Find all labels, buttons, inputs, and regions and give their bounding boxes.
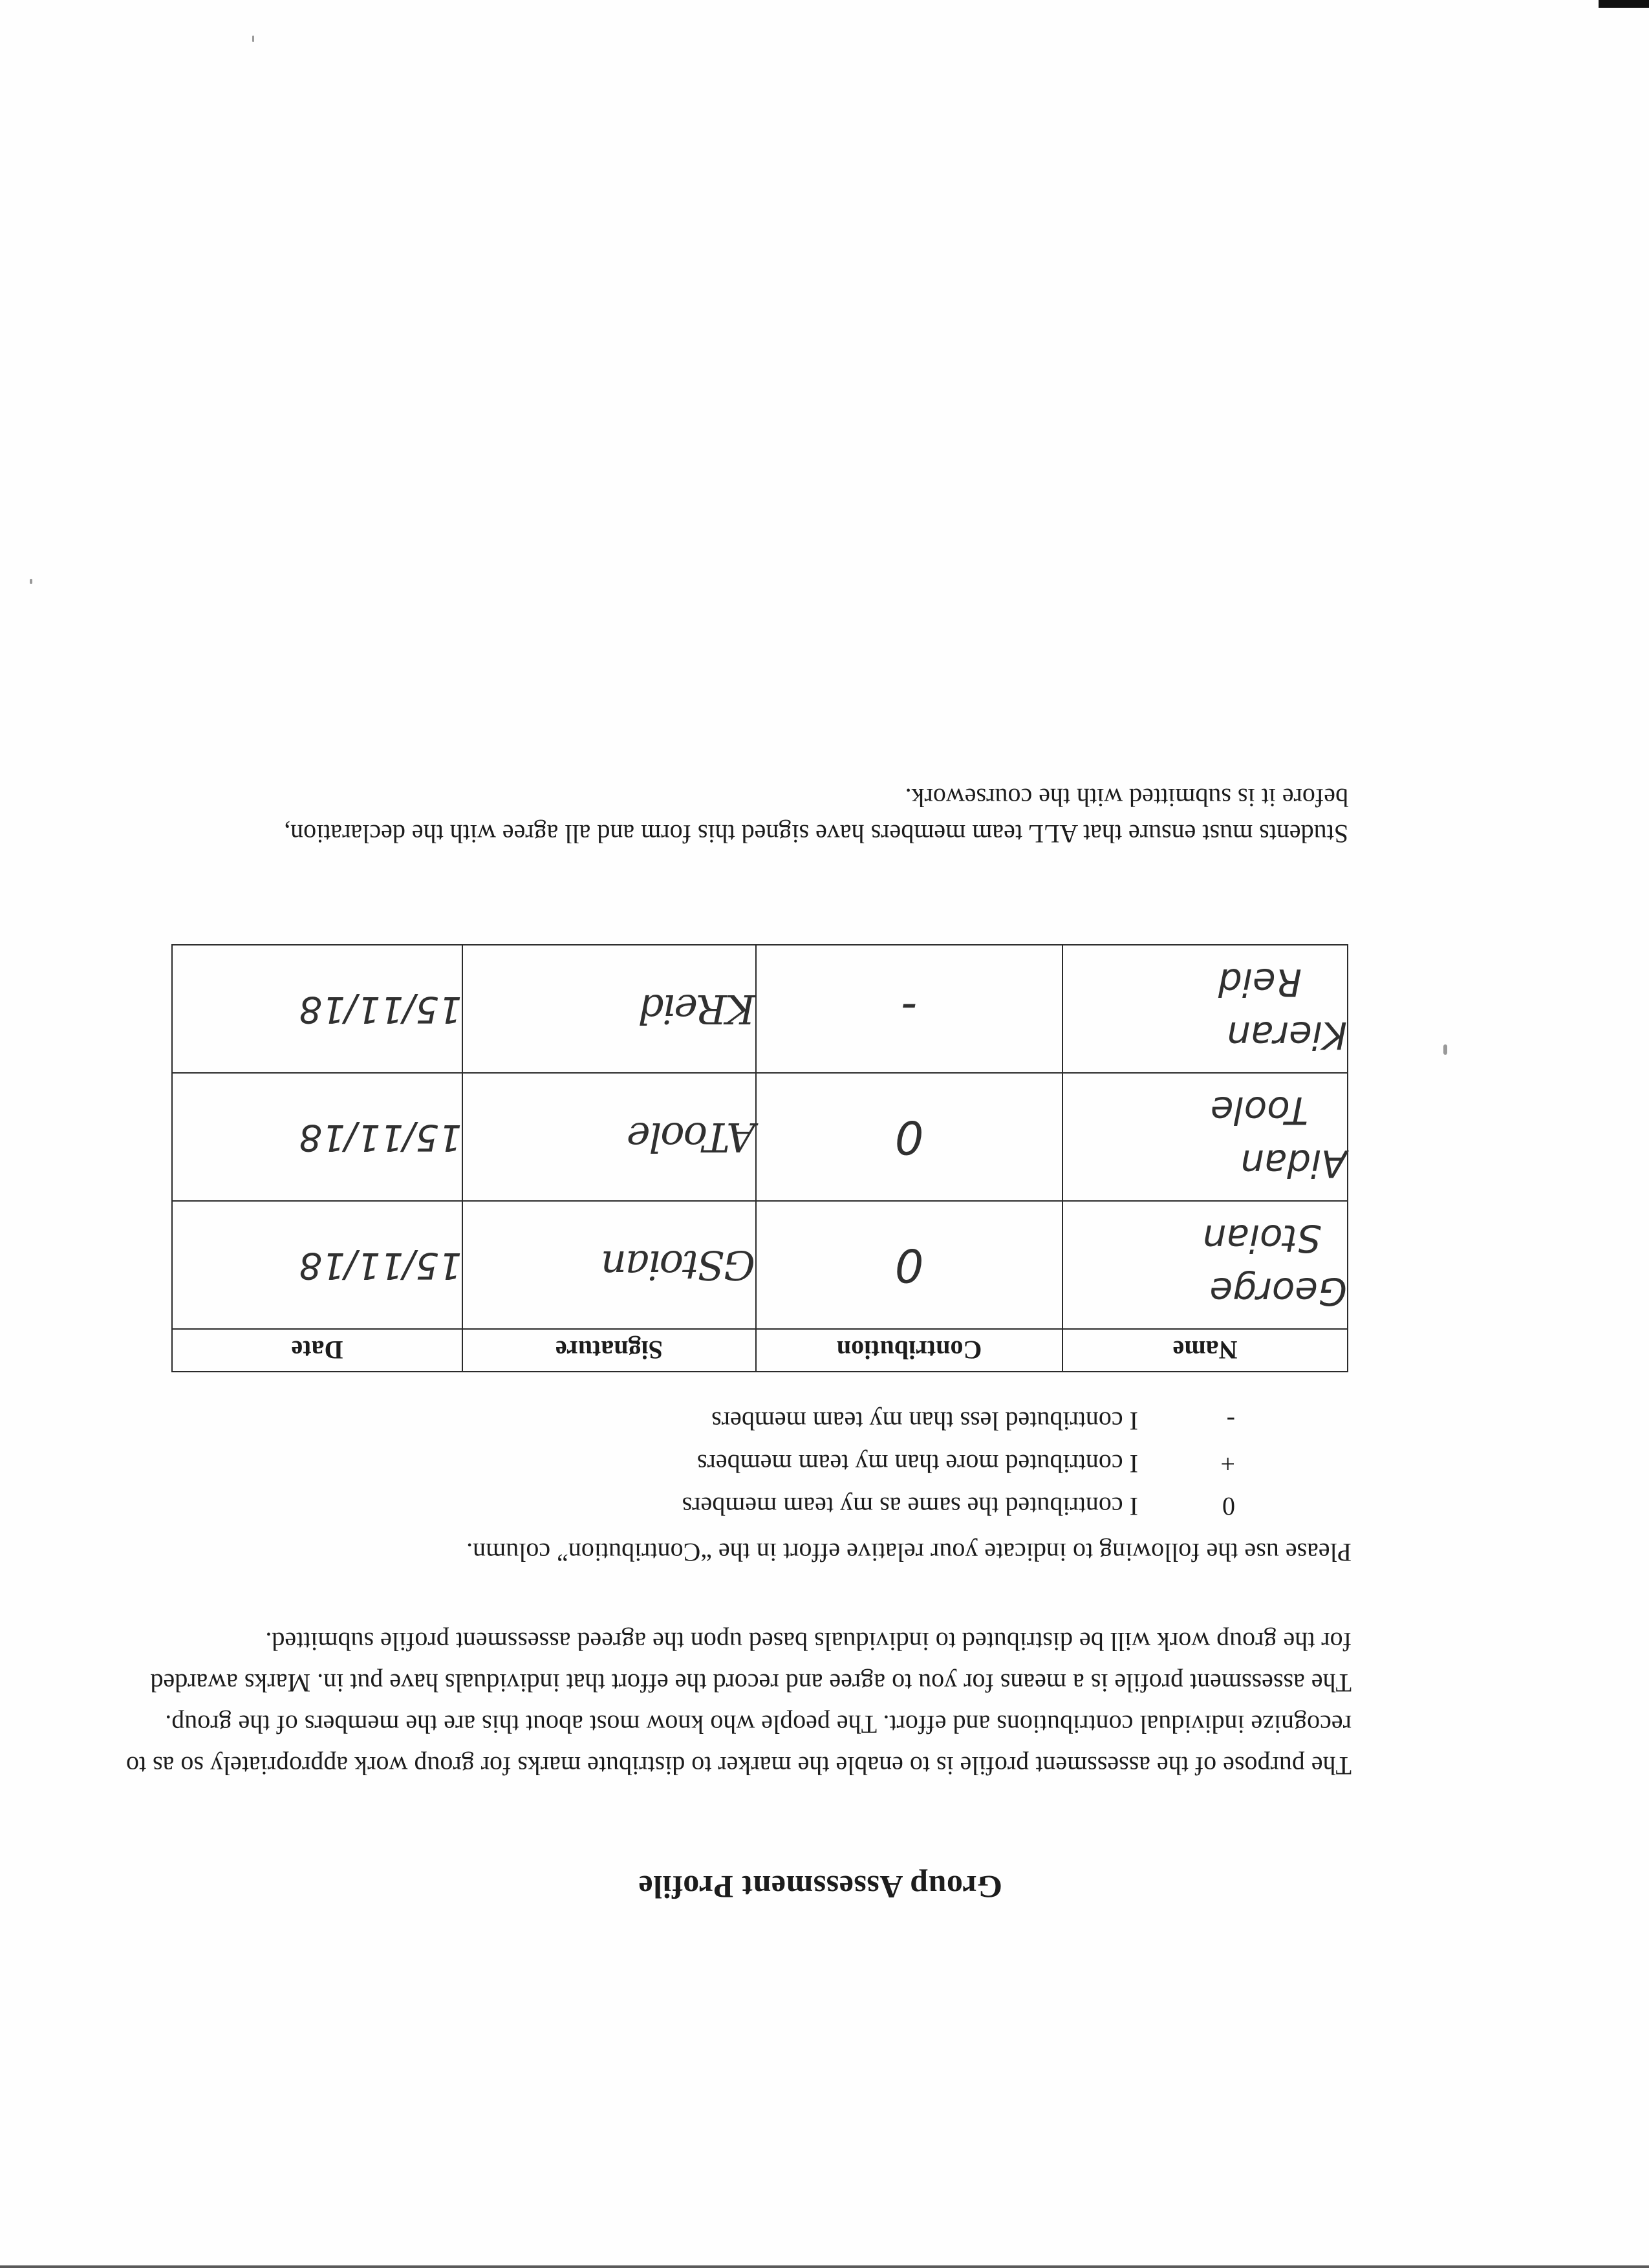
member-last-name: Reid bbox=[1218, 960, 1302, 1004]
signature-cell: GStoian bbox=[462, 1201, 756, 1329]
header-name: Name bbox=[1062, 1329, 1348, 1372]
contribution-cell: 0 bbox=[756, 1201, 1062, 1329]
header-signature: Signature bbox=[462, 1329, 756, 1372]
header-contribution: Contribution bbox=[756, 1329, 1062, 1372]
legend-row-same bbox=[682, 1485, 1235, 1528]
declaration-text bbox=[87, 779, 1348, 852]
legend-row-more bbox=[682, 1442, 1235, 1485]
contribution-legend bbox=[682, 1399, 1235, 1528]
member-last-name: Toole bbox=[1210, 1088, 1308, 1132]
signature-cell: AToole bbox=[462, 1073, 756, 1201]
member-first-name: George bbox=[1209, 1269, 1347, 1313]
legend-text: I contributed the same as my team members bbox=[682, 1492, 1138, 1521]
legend-symbol: 0 bbox=[1222, 1492, 1235, 1521]
assessment-table bbox=[171, 944, 1348, 1372]
date-cell: 15/11/18 bbox=[172, 1073, 462, 1201]
table-header-row bbox=[172, 1329, 1348, 1372]
signature-cell: KReid bbox=[462, 945, 756, 1073]
contribution-cell: - bbox=[756, 945, 1062, 1073]
member-name-cell bbox=[1062, 945, 1348, 1073]
declaration-line: before it is submitted with the coursework. bbox=[905, 783, 1348, 812]
table-row bbox=[172, 1073, 1348, 1201]
instruction-paragraph: Please use the following to indicate your relative effort in the “Contribution” column. bbox=[466, 1538, 1352, 1567]
member-first-name: Kieran bbox=[1227, 1013, 1347, 1057]
header-date: Date bbox=[172, 1329, 462, 1372]
member-name-cell bbox=[1062, 1073, 1348, 1201]
legend-text: I contributed less than my team members bbox=[711, 1407, 1138, 1436]
document-title: Group Assessment Profile bbox=[638, 1869, 1002, 1905]
contribution-cell: 0 bbox=[756, 1073, 1062, 1201]
legend-text: I contributed more than my team members bbox=[696, 1449, 1138, 1478]
legend-symbol: + bbox=[1220, 1449, 1235, 1478]
table-row bbox=[172, 945, 1348, 1073]
date-cell: 15/11/18 bbox=[172, 945, 462, 1073]
legend-row-less bbox=[682, 1399, 1235, 1442]
member-first-name: Aidan bbox=[1240, 1141, 1347, 1185]
legend-symbol: - bbox=[1226, 1407, 1235, 1436]
table-row bbox=[172, 1201, 1348, 1329]
purpose-paragraph: The purpose of the assessment profile is to enable the marker to distribute marks for group work appropriately so as to recognize individual contributions and effort. The people who know most about this are the members of the group. The assessment profile is a means for you to agree and record the effort that individuals have put in. Marks awarded for the group work will be distributed to individuals based upon the agreed assessment profile submitted. bbox=[125, 1627, 1352, 1780]
date-cell: 15/11/18 bbox=[172, 1201, 462, 1329]
member-name-cell bbox=[1062, 1201, 1348, 1329]
member-last-name: Stoian bbox=[1202, 1216, 1321, 1260]
declaration-line: Students must ensure that ALL team members have signed this form and all agree with the declaration, bbox=[284, 819, 1348, 848]
